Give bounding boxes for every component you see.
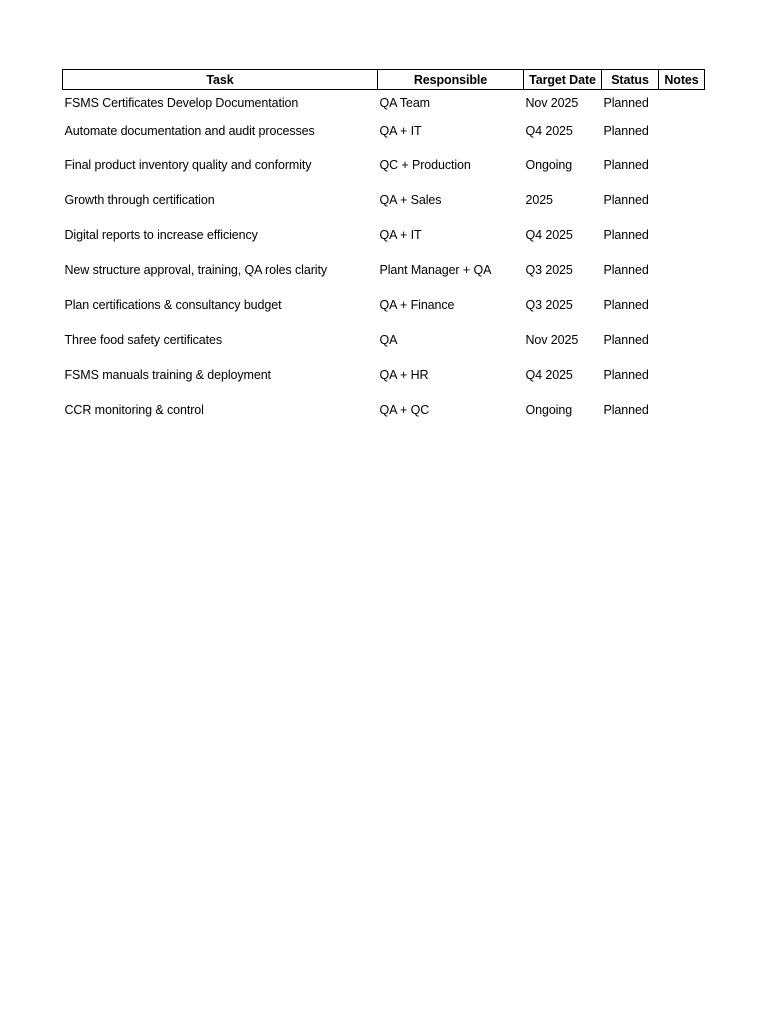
table-row [63,90,705,120]
cell-notes [659,399,705,434]
cell-responsible: Plant Manager + QA [379,263,492,278]
cell-status: Planned [603,158,649,173]
cell-status: Planned [603,402,649,417]
table-row [63,294,705,329]
cell-responsible: QA + HR [379,367,429,382]
cell-responsible: QA + IT [379,123,422,138]
header-task: Task [63,70,378,90]
cell-status: Planned [603,367,649,382]
cell-responsible: QA + QC [379,402,430,417]
cell-responsible: QA + Sales [379,193,442,208]
cell-task: FSMS Certificates Develop Documentation [64,96,299,110]
cell-target-date: Q3 2025 [525,263,573,278]
header-status: Status [602,70,659,90]
cell-status: Planned [603,263,649,278]
cell-notes [659,364,705,399]
cell-task: Plan certifications & consultancy budget [64,297,282,312]
cell-task: CCR monitoring & control [64,402,204,417]
cell-notes [659,154,705,189]
cell-status: Planned [603,332,649,347]
cell-status: Planned [603,193,649,208]
cell-target-date: Q3 2025 [525,297,573,312]
cell-target-date: Q4 2025 [525,228,573,243]
table-row [63,329,705,364]
cell-task: Three food safety certificates [64,332,222,347]
cell-status: Planned [603,96,649,110]
cell-target-date: Q4 2025 [525,123,573,138]
cell-responsible: QA + Finance [379,297,455,312]
table-row [63,189,705,224]
table-row [63,224,705,259]
table-row [63,259,705,294]
cell-responsible: QC + Production [379,158,471,173]
cell-responsible: QA Team [379,96,430,110]
cell-notes [659,224,705,259]
cell-status: Planned [603,297,649,312]
table-row [63,154,705,189]
table-row [63,399,705,434]
cell-task: Automate documentation and audit processes [64,123,315,138]
cell-task: FSMS manuals training & deployment [64,367,271,382]
header-notes: Notes [659,70,705,90]
table-row [63,364,705,399]
cell-target-date: Nov 2025 [525,96,579,110]
cell-task: Digital reports to increase efficiency [64,228,258,243]
cell-notes [659,329,705,364]
cell-responsible: QA [379,332,398,347]
cell-notes [659,90,705,120]
table-row [63,120,705,155]
cell-task: New structure approval, training, QA roles clarity [64,263,327,278]
header-row [63,70,705,90]
task-plan-table [62,69,705,434]
cell-target-date: Q4 2025 [525,367,573,382]
cell-target-date: Nov 2025 [525,332,579,347]
table-header [63,70,705,90]
cell-target-date: Ongoing [525,402,573,417]
cell-responsible: QA + IT [379,228,422,243]
cell-task: Growth through certification [64,193,215,208]
cell-target-date: Ongoing [525,158,573,173]
cell-target-date: 2025 [525,193,553,208]
header-responsible: Responsible [378,70,524,90]
cell-notes [659,120,705,155]
cell-notes [659,189,705,224]
cell-notes [659,294,705,329]
cell-task: Final product inventory quality and conformity [64,158,312,173]
header-target-date: Target Date [524,70,602,90]
cell-status: Planned [603,228,649,243]
table-body [63,90,705,434]
cell-notes [659,259,705,294]
cell-status: Planned [603,123,649,138]
